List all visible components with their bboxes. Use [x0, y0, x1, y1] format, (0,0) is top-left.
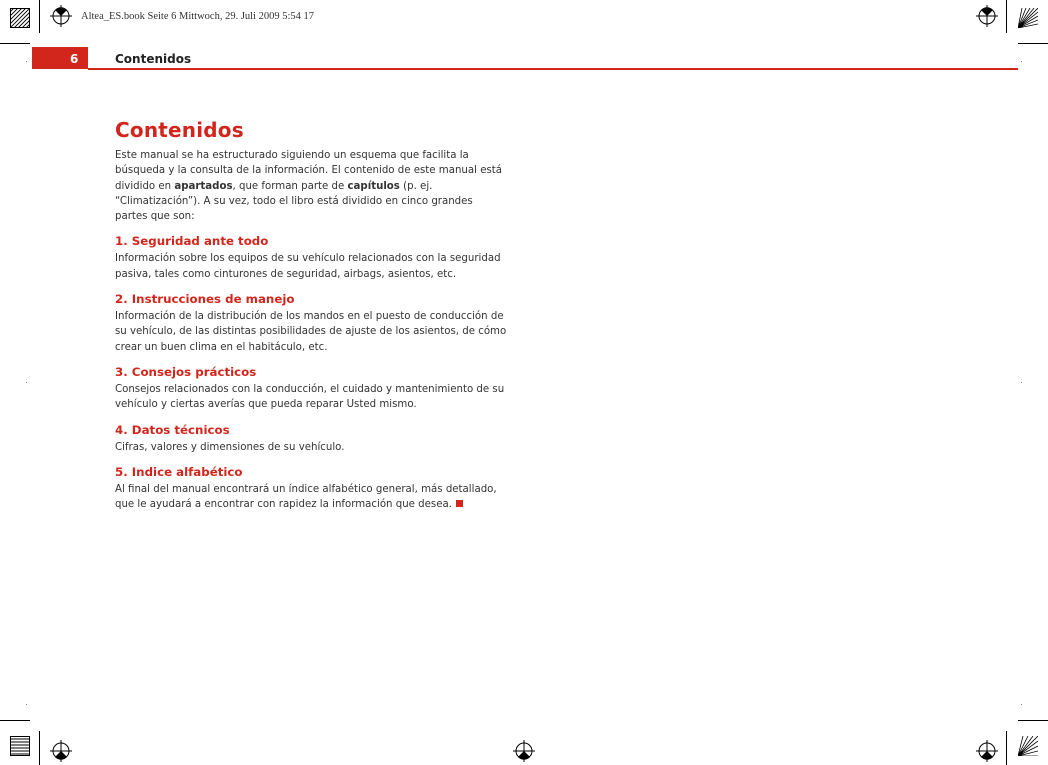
section-text-instrucciones: Información de la distribución de los mandos en el puesto de conducción de su vehículo, de las distintas posibilidades de ajuste de los asientos, de cómo crear un buen clima en el habitáculo, etc. [115, 311, 507, 353]
section-title-instrucciones: 2. Instrucciones de manejo [115, 292, 295, 307]
crop-mark-line [1018, 720, 1048, 721]
section-title-indice: 5. Indice alfabético [115, 464, 243, 479]
print-slug: Altea_ES.book Seite 6 Mittwoch, 29. Juli 2009 5:54 17 [81, 11, 315, 22]
section-title-consejos: 3. Consejos prácticos [115, 364, 257, 379]
section-text-indice [115, 482, 507, 513]
intro-text-3: (p. ej. “Climatización”). A su vez, todo el libro está dividido en cinco grandes partes que son: [115, 180, 473, 223]
intro-text-2: , que forman parte de [232, 180, 348, 192]
section-text-consejos: Consejos relacionados con la conducción, el cuidado y mantenimiento de su vehículo y ciertas averías que pueda reparar Usted mismo. [115, 383, 505, 411]
intro-text-1: Este manual se ha estructurado siguiendo un esquema que facilita la búsqueda y la consulta de la información. El contenido de este manual está dividido en [115, 150, 503, 192]
intro-paragraph [115, 148, 507, 224]
registration-mark-icon [976, 5, 998, 27]
section-title-seguridad: 1. Seguridad ante todo [115, 234, 269, 249]
running-header-title: Contenidos [115, 52, 192, 66]
margin-dot [1021, 704, 1022, 705]
crop-mark-line [39, 731, 40, 765]
corner-hatch-pattern-icon [1018, 8, 1038, 28]
intro-bold-apartados: apartados [174, 180, 233, 192]
margin-dot [26, 382, 27, 383]
page-number-tab [32, 47, 88, 69]
crop-mark-line [39, 0, 40, 33]
section-title-datos: 4. Datos técnicos [115, 422, 230, 437]
intro-bold-capitulos: capítulos [347, 180, 400, 192]
margin-dot [1021, 61, 1022, 62]
section-text-datos: Cifras, valores y dimensiones de su vehículo. [115, 441, 345, 453]
crop-mark-line [1006, 731, 1007, 765]
page-title: Contenidos [115, 118, 244, 142]
registration-mark-icon [976, 740, 998, 762]
registration-mark-icon [50, 740, 72, 762]
section-text-seguridad: Información sobre los equipos de su vehículo relacionados con la seguridad pasiva, tales como cinturones de seguridad, airbags, asientos, etc. [115, 253, 501, 280]
crop-mark-line [0, 720, 30, 721]
end-of-section-square-icon [456, 500, 463, 507]
crop-mark-line [1018, 43, 1048, 44]
content-column [115, 118, 507, 512]
section-text-indice-body: Al final del manual encontrará un índice alfabético general, más detallado, que le ayudará a encontrar con rapidez la información que desea. [115, 483, 497, 511]
margin-dot [26, 704, 27, 705]
header-rule [88, 68, 1018, 70]
crop-mark-line [0, 43, 30, 44]
registration-mark-icon [513, 740, 535, 762]
registration-mark-icon [50, 5, 72, 27]
margin-dot [1021, 382, 1022, 383]
crop-mark-line [1006, 0, 1007, 33]
corner-hatch-pattern-icon [10, 8, 30, 28]
margin-dot [26, 61, 27, 62]
corner-hatch-pattern-icon [1018, 736, 1038, 756]
page-number: 6 [70, 52, 79, 66]
corner-hatch-pattern-icon [10, 736, 30, 756]
